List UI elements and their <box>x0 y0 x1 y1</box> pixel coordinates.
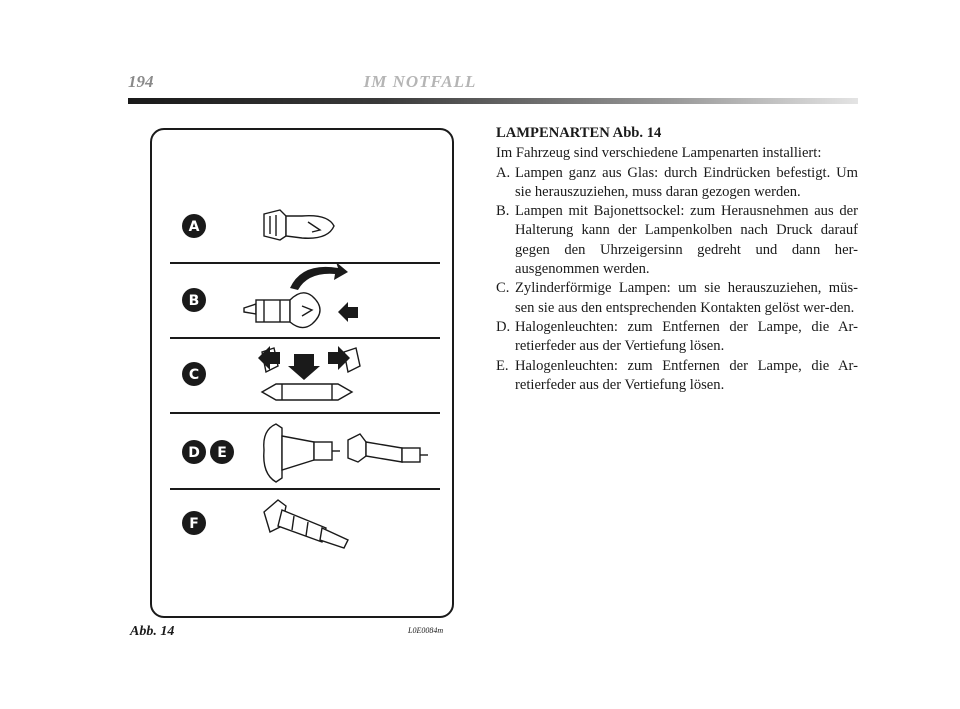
figure-caption: Abb. 14 <box>130 624 175 639</box>
svg-text:B: B <box>188 293 200 309</box>
list-item-text: Zylinderförmige Lampen: um sie herauszuziehen, müs-sen sie aus den entsprechenden Kontakten gelöst wer-den. <box>515 280 858 316</box>
rotate-arrow-icon <box>290 262 348 290</box>
label-badge-a <box>182 214 206 238</box>
list-item-letter: D. <box>496 318 511 335</box>
label-badge-c <box>182 362 206 386</box>
lamp-type-list <box>496 164 858 396</box>
list-item <box>496 318 858 357</box>
lamp-a-glass-icon <box>264 210 334 240</box>
lamp-b-bayonet-icon <box>244 293 320 328</box>
label-badge-d <box>182 440 206 464</box>
intro-paragraph: Im Fahrzeug sind verschiedene Lampenarten installiert: <box>496 145 822 162</box>
release-arrow-down-icon <box>288 354 320 380</box>
list-item-text: Lampen ganz aus Glas: durch Eindrücken befestigt. Um sie herauszuziehen, muss daran gezogen werden. <box>515 164 858 200</box>
push-arrow-icon <box>338 302 358 322</box>
list-item-letter: A. <box>496 164 511 181</box>
list-item-letter: C. <box>496 280 510 297</box>
svg-text:D: D <box>188 445 200 461</box>
section-title: IM NOTFALL <box>363 72 477 91</box>
list-item <box>496 164 858 203</box>
svg-text:E: E <box>217 445 227 461</box>
figure-code: L0E0084m <box>408 626 444 635</box>
label-badge-f <box>182 511 206 535</box>
page-number: 194 <box>128 72 154 91</box>
list-item-text: Halogenleuchten: zum Entfernen der Lampe, die Ar-retierfeder aus der Vertiefung lösen. <box>515 318 858 355</box>
svg-text:A: A <box>188 219 200 235</box>
lamp-illustration <box>152 130 456 620</box>
label-badge-b <box>182 288 206 312</box>
lamp-d-halogen-icon <box>264 424 340 482</box>
lamp-f-discharge-icon <box>264 500 348 548</box>
list-item-letter: E. <box>496 357 509 374</box>
header-rule <box>128 98 858 104</box>
lamp-e-halogen-icon <box>348 434 428 462</box>
list-item-text: Lampen mit Bajonettsockel: zum Herausnehmen aus der Halterung kann der Lampenkolben nach Druck darauf gegen den Uhrzeigersinn gedreht und dann her-ausgenommen werden. <box>515 203 858 278</box>
list-item-text: Halogenleuchten: zum Entfernen der Lampe, die Ar-retierfeder aus der Vertiefung lösen. <box>515 357 858 393</box>
text-column <box>496 124 858 395</box>
list-item-letter: B. <box>496 203 510 220</box>
list-item <box>496 202 858 279</box>
svg-text:C: C <box>188 367 200 383</box>
list-item <box>496 279 858 318</box>
section-heading: LAMPENARTEN Abb. 14 <box>496 125 662 141</box>
figure-lamp-types <box>150 128 454 618</box>
svg-text:F: F <box>189 516 199 532</box>
list-item <box>496 357 858 396</box>
label-badge-e <box>210 440 234 464</box>
